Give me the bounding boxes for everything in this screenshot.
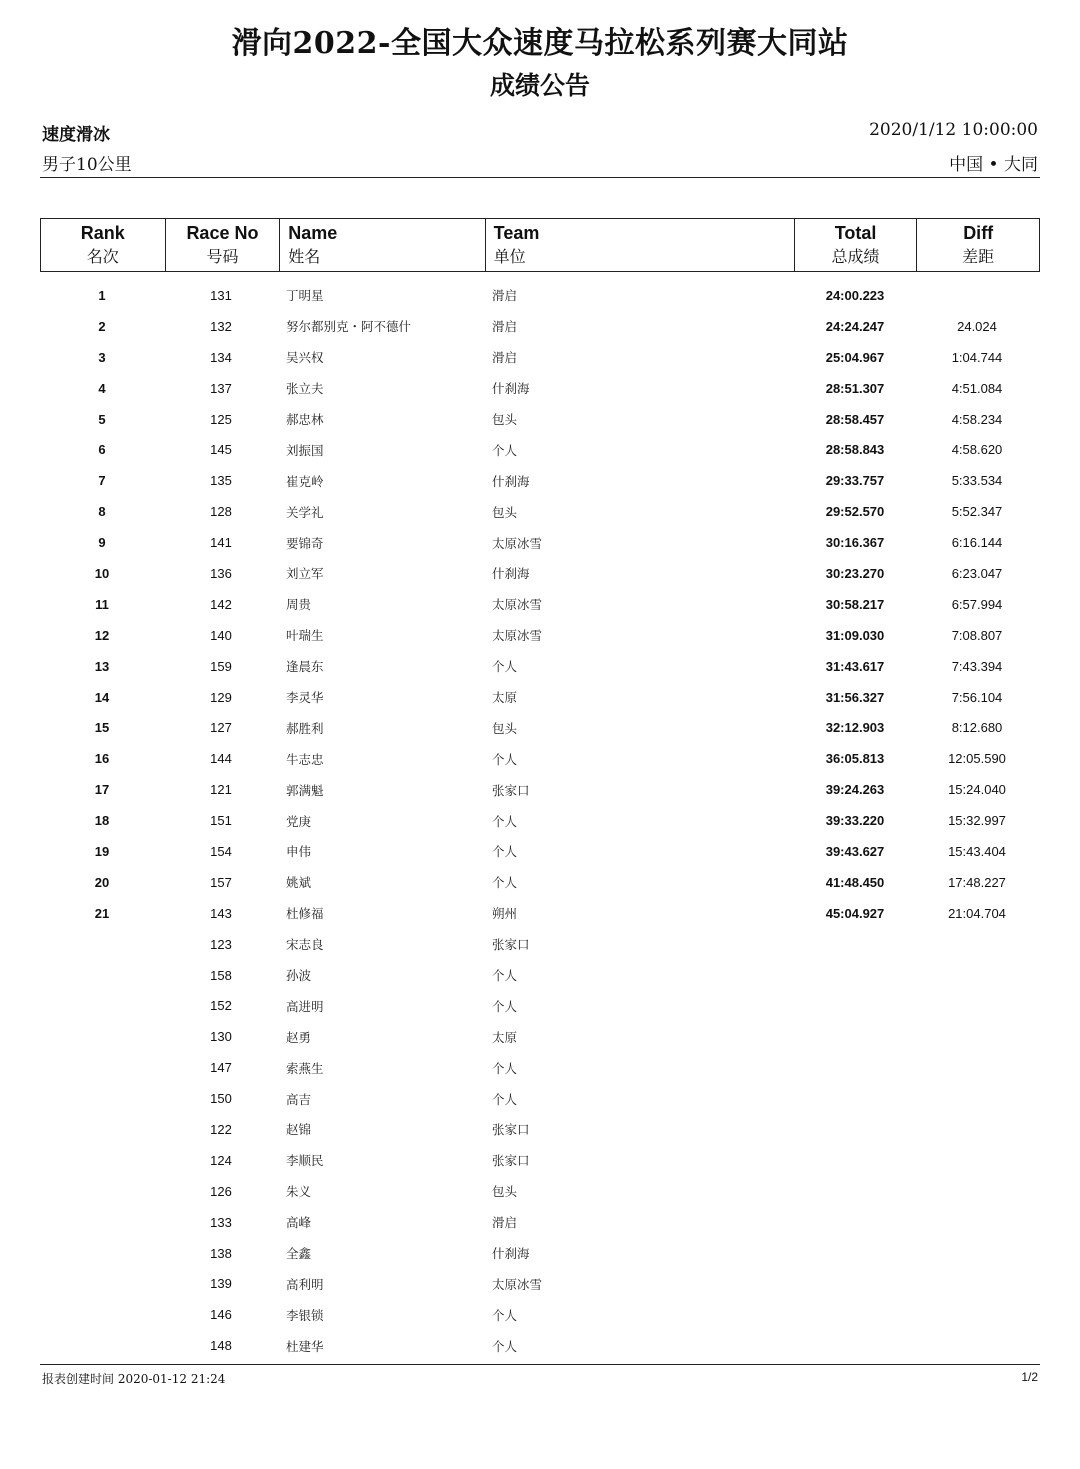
race-no-cell: 147 [210,1060,232,1076]
name-cell: 高峰 [286,1215,312,1231]
table-row [40,496,1040,527]
total-time-cell: 25:04.967 [825,349,885,365]
race-no-cell: 125 [210,411,232,427]
header-total [795,219,918,271]
report-created-time: 报表创建时间 2020-01-12 21:24 [42,1372,226,1386]
document-title: 滑向2022-全国大众速度马拉松系列赛大同站 [231,26,849,61]
rank-cell: 8 [98,504,106,520]
event-label: 男子10公里 [42,155,132,175]
team-cell: 太原冰雪 [492,597,543,613]
team-cell: 个人 [492,813,518,829]
team-cell: 什刹海 [492,473,530,489]
rank-cell: 5 [98,411,106,427]
name-cell: 郝忠林 [286,412,324,427]
name-cell: 姚斌 [286,875,312,891]
race-no-cell: 135 [210,473,232,489]
diff-cell: 7:43.394 [951,658,1003,674]
rank-cell: 6 [98,442,106,458]
team-cell: 滑启 [492,288,518,304]
race-no-cell: 129 [210,689,232,705]
total-time-cell: 28:58.457 [825,411,885,427]
name-cell: 党庚 [286,813,312,829]
race-no-cell: 157 [210,874,232,890]
table-row [40,1299,1040,1330]
header-name-cn: 姓名 [288,247,321,266]
race-no-cell: 142 [210,596,232,612]
diff-cell: 8:12.680 [951,720,1003,736]
team-cell: 个人 [492,968,518,984]
team-cell: 什刹海 [492,1246,530,1262]
name-cell: 索燕生 [286,1060,324,1076]
team-cell: 太原冰雪 [492,1276,543,1292]
diff-cell: 5:33.534 [951,473,1003,489]
diff-cell: 6:23.047 [951,565,1003,581]
team-cell: 个人 [492,875,518,891]
header-bib-cn: 号码 [206,247,239,266]
race-no-cell: 131 [210,287,232,303]
table-row [40,1330,1040,1361]
race-no-cell: 138 [210,1245,232,1261]
table-row [40,373,1040,404]
diff-cell: 6:16.144 [951,535,1003,551]
race-no-cell: 146 [210,1307,232,1323]
top-divider [40,177,1040,178]
table-row [40,867,1040,898]
event-datetime: 2020/1/12 10:00:00 [869,120,1038,140]
name-cell: 全鑫 [286,1246,312,1262]
total-time-cell: 28:51.307 [825,380,885,396]
team-cell: 个人 [492,442,518,458]
diff-cell: 4:58.234 [951,411,1003,427]
diff-cell: 12:05.590 [948,751,1006,767]
rank-cell: 10 [94,565,110,581]
race-no-cell: 123 [210,936,232,952]
total-time-cell: 39:24.263 [825,782,885,798]
table-row [40,1052,1040,1083]
diff-cell: 15:24.040 [948,782,1006,798]
table-row [40,805,1040,836]
diff-cell: 15:43.404 [948,843,1006,859]
name-cell: 杜建华 [286,1338,324,1354]
table-row [40,434,1040,465]
table-row [40,1114,1040,1145]
name-cell: 李银锁 [286,1307,324,1323]
table-row [40,1145,1040,1176]
name-cell: 刘立军 [286,566,324,582]
race-no-cell: 134 [210,349,232,365]
rank-cell: 21 [94,905,110,921]
table-row [40,929,1040,960]
team-cell: 张家口 [492,937,530,953]
team-cell: 什刹海 [492,566,530,582]
team-cell: 张家口 [492,1122,530,1138]
diff-cell: 6:57.994 [951,596,1003,612]
name-cell: 周贵 [286,597,312,613]
table-row [40,465,1040,496]
rank-cell: 1 [98,287,106,303]
rank-cell: 17 [94,782,110,798]
race-no-cell: 132 [210,318,232,334]
race-no-cell: 124 [210,1152,232,1168]
total-time-cell: 31:56.327 [825,689,885,705]
team-cell: 太原冰雪 [492,628,543,644]
total-time-cell: 31:09.030 [825,627,885,643]
diff-cell: 4:51.084 [951,380,1003,396]
header-team-cn: 单位 [493,247,526,266]
table-row [40,960,1040,991]
team-cell: 个人 [492,659,518,675]
results-table-body [40,280,1040,1361]
table-row [40,774,1040,805]
diff-cell: 21:04.704 [948,905,1006,921]
table-row [40,527,1040,558]
name-cell: 逢晨东 [286,659,324,675]
total-time-cell: 24:24.247 [825,318,885,334]
name-cell: 孙波 [286,968,312,984]
team-cell: 个人 [492,1091,518,1107]
race-no-cell: 139 [210,1276,232,1292]
table-row [40,342,1040,373]
table-row [40,651,1040,682]
name-cell: 刘振国 [286,442,324,458]
team-cell: 太原冰雪 [492,535,543,551]
diff-cell: 4:58.620 [951,442,1003,458]
rank-cell: 11 [95,596,109,612]
header-team-en: Team [493,223,540,243]
race-no-cell: 144 [210,751,232,767]
name-cell: 张立夫 [286,381,324,397]
race-no-cell: 140 [210,627,232,643]
header-team [486,219,795,271]
race-no-cell: 148 [210,1338,232,1354]
total-time-cell: 45:04.927 [825,905,885,921]
discipline-label: 速度滑冰 [42,125,110,145]
race-no-cell: 141 [210,535,232,551]
diff-cell: 7:08.807 [951,627,1003,643]
table-row [40,1238,1040,1269]
race-no-cell: 151 [210,813,232,829]
rank-cell: 9 [98,535,106,551]
rank-cell: 14 [94,689,110,705]
name-cell: 崔克岭 [286,473,324,489]
diff-cell: 15:32.997 [948,813,1006,829]
header-name-en: Name [288,223,338,243]
total-time-cell: 30:23.270 [825,565,885,581]
name-cell: 郭满魁 [286,782,324,798]
rank-cell: 20 [94,874,110,890]
total-time-cell: 29:52.570 [825,504,885,520]
team-cell: 包头 [492,412,518,427]
table-row [40,620,1040,651]
table-row [40,990,1040,1021]
race-no-cell: 133 [210,1214,232,1230]
total-time-cell: 36:05.813 [825,751,885,767]
team-cell: 包头 [492,504,518,520]
page-number: 1/2 [1021,1370,1038,1384]
race-no-cell: 152 [210,998,232,1014]
team-cell: 个人 [492,1060,518,1076]
table-row [40,1083,1040,1114]
table-row [40,712,1040,743]
diff-cell: 17:48.227 [948,874,1006,890]
total-time-cell: 31:43.617 [825,658,885,674]
race-no-cell: 127 [210,720,232,736]
document-subtitle: 成绩公告 [489,71,590,100]
rank-cell: 18 [94,813,110,829]
name-cell: 高进明 [286,998,324,1014]
name-cell: 高吉 [286,1091,312,1107]
total-time-cell: 41:48.450 [825,874,885,890]
race-no-cell: 136 [210,565,232,581]
rank-cell: 16 [94,751,110,767]
table-row [40,558,1040,589]
rank-cell: 3 [98,349,106,365]
race-no-cell: 121 [210,782,232,798]
table-row [40,682,1040,713]
rank-cell: 12 [94,627,110,643]
race-no-cell: 128 [210,504,232,520]
total-time-cell: 30:16.367 [825,535,885,551]
name-cell: 要锦奇 [286,535,324,551]
total-time-cell: 28:58.843 [825,442,885,458]
race-no-cell: 143 [210,905,232,921]
header-bib [166,219,281,271]
table-row [40,898,1040,929]
rank-cell: 13 [94,658,110,674]
rank-cell: 2 [98,318,106,334]
header-rank-en: Rank [80,223,125,243]
total-time-cell: 32:12.903 [825,720,885,736]
header-rank [41,219,166,271]
table-row [40,311,1040,342]
table-row [40,280,1040,311]
header-name [280,219,485,271]
team-cell: 太原 [492,690,518,706]
diff-cell: 5:52.347 [951,504,1003,520]
name-cell: 赵锦 [286,1122,312,1138]
table-header [40,218,1040,272]
race-no-cell: 145 [210,442,232,458]
team-cell: 太原 [492,1029,518,1045]
name-cell: 郝胜利 [286,720,324,736]
name-cell: 高利明 [286,1276,324,1292]
table-row [40,1269,1040,1300]
header-diff-en: Diff [963,223,994,243]
diff-cell: 7:56.104 [951,689,1003,705]
rank-cell: 7 [98,473,106,489]
name-cell: 努尔都别克・阿不德什 [286,319,412,335]
total-time-cell: 30:58.217 [825,596,885,612]
name-cell: 吴兴权 [286,350,324,366]
header-total-cn: 总成绩 [831,247,880,266]
team-cell: 个人 [492,1338,518,1354]
table-row [40,1021,1040,1052]
diff-cell: 1:04.744 [951,349,1003,365]
team-cell: 个人 [492,751,518,767]
team-cell: 滑启 [492,1215,518,1231]
diff-cell: 24.024 [957,318,997,334]
race-no-cell: 150 [210,1091,232,1107]
race-no-cell: 154 [210,843,232,859]
table-row [40,1176,1040,1207]
rank-cell: 19 [94,843,110,859]
race-no-cell: 126 [210,1183,232,1199]
team-cell: 张家口 [492,1153,530,1169]
name-cell: 关学礼 [286,504,324,520]
header-rank-cn: 名次 [86,247,119,266]
race-no-cell: 159 [210,658,232,674]
team-cell: 什刹海 [492,381,530,397]
table-row [40,743,1040,774]
total-time-cell: 39:43.627 [825,843,885,859]
name-cell: 赵勇 [286,1029,312,1045]
team-cell: 个人 [492,1307,518,1323]
team-cell: 个人 [492,998,518,1014]
header-total-en: Total [834,223,877,243]
name-cell: 宋志良 [286,937,324,953]
name-cell: 李灵华 [286,690,324,706]
name-cell: 叶瑞生 [286,628,324,644]
table-row [40,404,1040,435]
team-cell: 个人 [492,844,518,860]
name-cell: 丁明星 [286,288,324,304]
header-diff-cn: 差距 [962,247,995,266]
team-cell: 滑启 [492,319,518,335]
header-bib-en: Race No [186,223,259,243]
name-cell: 杜修福 [286,906,324,922]
race-no-cell: 158 [210,967,232,983]
table-row [40,1207,1040,1238]
total-time-cell: 39:33.220 [825,813,885,829]
team-cell: 朔州 [492,906,518,922]
total-time-cell: 24:00.223 [825,287,885,303]
race-no-cell: 130 [210,1029,232,1045]
team-cell: 张家口 [492,782,530,798]
team-cell: 包头 [492,720,518,736]
name-cell: 李顺民 [286,1153,324,1169]
name-cell: 朱义 [286,1184,312,1200]
race-no-cell: 137 [210,380,232,396]
team-cell: 包头 [492,1184,518,1200]
header-diff [917,219,1039,271]
rank-cell: 4 [98,380,106,396]
total-time-cell: 29:33.757 [825,473,885,489]
name-cell: 申伟 [286,844,312,860]
rank-cell: 15 [94,720,110,736]
team-cell: 滑启 [492,350,518,366]
table-row [40,589,1040,620]
bottom-divider [40,1364,1040,1365]
table-row [40,836,1040,867]
event-location: 中国 • 大同 [949,155,1038,175]
race-no-cell: 122 [210,1121,232,1137]
name-cell: 牛志忠 [286,751,324,767]
